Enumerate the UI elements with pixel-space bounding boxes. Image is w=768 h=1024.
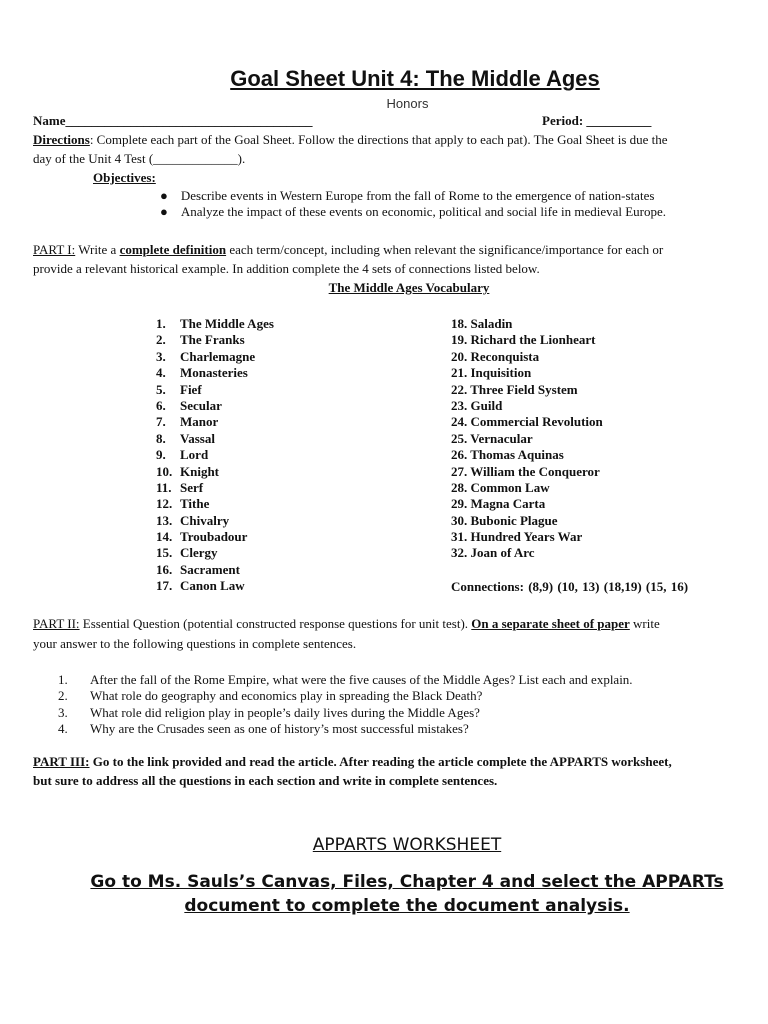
part1-line-2: provide a relevant historical example. In addition complete the 4 sets of connections listed below. [33, 261, 540, 276]
list-item: 22. Three Field System [451, 381, 578, 397]
apparts-heading: APPARTS WORKSHEET [312, 835, 502, 855]
part3-line-1: PART III: Go to the link provided and read the article. After reading the article complete the APPARTS worksheet, [33, 754, 672, 769]
directions-text: : Complete each part of the Goal Sheet. Follow the directions that apply to each pat). The Goal Sheet is due the [89, 132, 668, 147]
list-item: 1. The Middle Ages [156, 316, 274, 331]
list-item: 25. Vernacular [451, 430, 533, 446]
list-item: 24. Commercial Revolution [451, 414, 603, 430]
objectives-heading: Objectives: [93, 170, 156, 185]
part1-line-1: PART I: Write a complete definition each term/concept, including when relevant the significance/importance for each or [33, 242, 664, 257]
page-subtitle: Honors [386, 96, 429, 111]
part2-line-1: PART II: Essential Question (potential constructed response questions for unit test). On a separate sheet of paper write [33, 616, 660, 631]
list-item: 16. Sacrament [156, 561, 240, 577]
list-item: 3. What role did religion play in people’s daily lives during the Middle Ages? [58, 704, 480, 720]
list-item: 32. Joan of Arc [451, 545, 535, 561]
objective-item: ● Analyze the impact of these events on economic, political and social life in medieval Europe. [160, 204, 667, 219]
list-item: 31. Hundred Years War [451, 529, 583, 545]
name-line [33, 112, 313, 129]
period-blank: __________ [586, 113, 652, 128]
directions-line-2: day of the Unit 4 Test (_____________). [33, 151, 246, 166]
list-item: 5. Fief [156, 381, 202, 397]
list-item: 10. Knight [156, 463, 220, 479]
part1-emphasis: complete definition [119, 242, 227, 257]
objective-item: ● Describe events in Western Europe from the fall of Rome to the emergence of nation-states [160, 188, 655, 203]
list-item: 2. What role do geography and economics play in spreading the Black Death? [58, 688, 483, 704]
part1-label: PART I: [33, 242, 76, 257]
connections-line: Connections: (8,9) (10, 13) (18,19) (15, 16) [451, 579, 689, 594]
list-item: 6. Secular [156, 397, 222, 413]
list-item: 23. Guild [451, 397, 503, 413]
list-item: 13. Chivalry [156, 512, 230, 528]
list-item: 7. Manor [156, 414, 219, 430]
apparts-instruction: Go to Ms. Sauls’s Canvas, Files, Chapter 4 and select the APPARTs document to complete the document analysis. [90, 872, 724, 916]
vocab-title: The Middle Ages Vocabulary [328, 280, 490, 295]
vocab-list-right [451, 316, 603, 562]
part2-line-2: your answer to the following questions in complete sentences. [33, 636, 357, 651]
period-line [542, 112, 651, 129]
part2-emphasis: On a separate sheet of paper [471, 616, 630, 631]
bullet-icon: ● [160, 204, 168, 219]
bullet-icon: ● [160, 188, 168, 203]
list-item: 28. Common Law [451, 479, 550, 495]
part3-label: PART III: [33, 754, 90, 769]
list-item: 19. Richard the Lionheart [451, 332, 596, 348]
list-item: 9. Lord [156, 447, 209, 463]
list-item: 12. Tithe [156, 496, 210, 512]
vocab-list-left [156, 316, 274, 595]
part2-label: PART II: [33, 616, 80, 631]
list-item: 2. The Franks [156, 332, 245, 348]
list-item: 18. Saladin [451, 316, 513, 331]
list-item: 27. William the Conqueror [451, 463, 600, 479]
list-item: 17. Canon Law [156, 578, 245, 594]
question-list [58, 672, 633, 738]
name-label: Name [33, 113, 66, 128]
list-item: 8. Vassal [156, 430, 215, 446]
list-item: 15. Clergy [156, 545, 218, 561]
page-title: Goal Sheet Unit 4: The Middle Ages [230, 66, 600, 91]
period-label: Period: [542, 113, 584, 128]
part3-line-2: but sure to address all the questions in each section and write in complete sentences. [33, 773, 498, 788]
list-item: 3. Charlemagne [156, 348, 256, 364]
list-item: 4. Monasteries [156, 365, 248, 381]
list-item: 20. Reconquista [451, 348, 540, 364]
list-item: 21. Inquisition [451, 365, 532, 381]
name-blank: ______________________________________ [65, 113, 313, 128]
directions-line-1 [33, 131, 668, 148]
list-item: 30. Bubonic Plague [451, 512, 558, 528]
list-item: 29. Magna Carta [451, 496, 546, 512]
list-item: 1. After the fall of the Rome Empire, what were the five causes of the Middle Ages? List each and explain. [58, 672, 633, 687]
list-item: 26. Thomas Aquinas [451, 447, 564, 463]
directions-label: Directions [33, 132, 90, 147]
list-item: 14. Troubadour [156, 529, 248, 545]
list-item: 11. Serf [156, 479, 204, 495]
list-item: 4. Why are the Crusades seen as one of history’s most successful mistakes? [58, 721, 469, 737]
